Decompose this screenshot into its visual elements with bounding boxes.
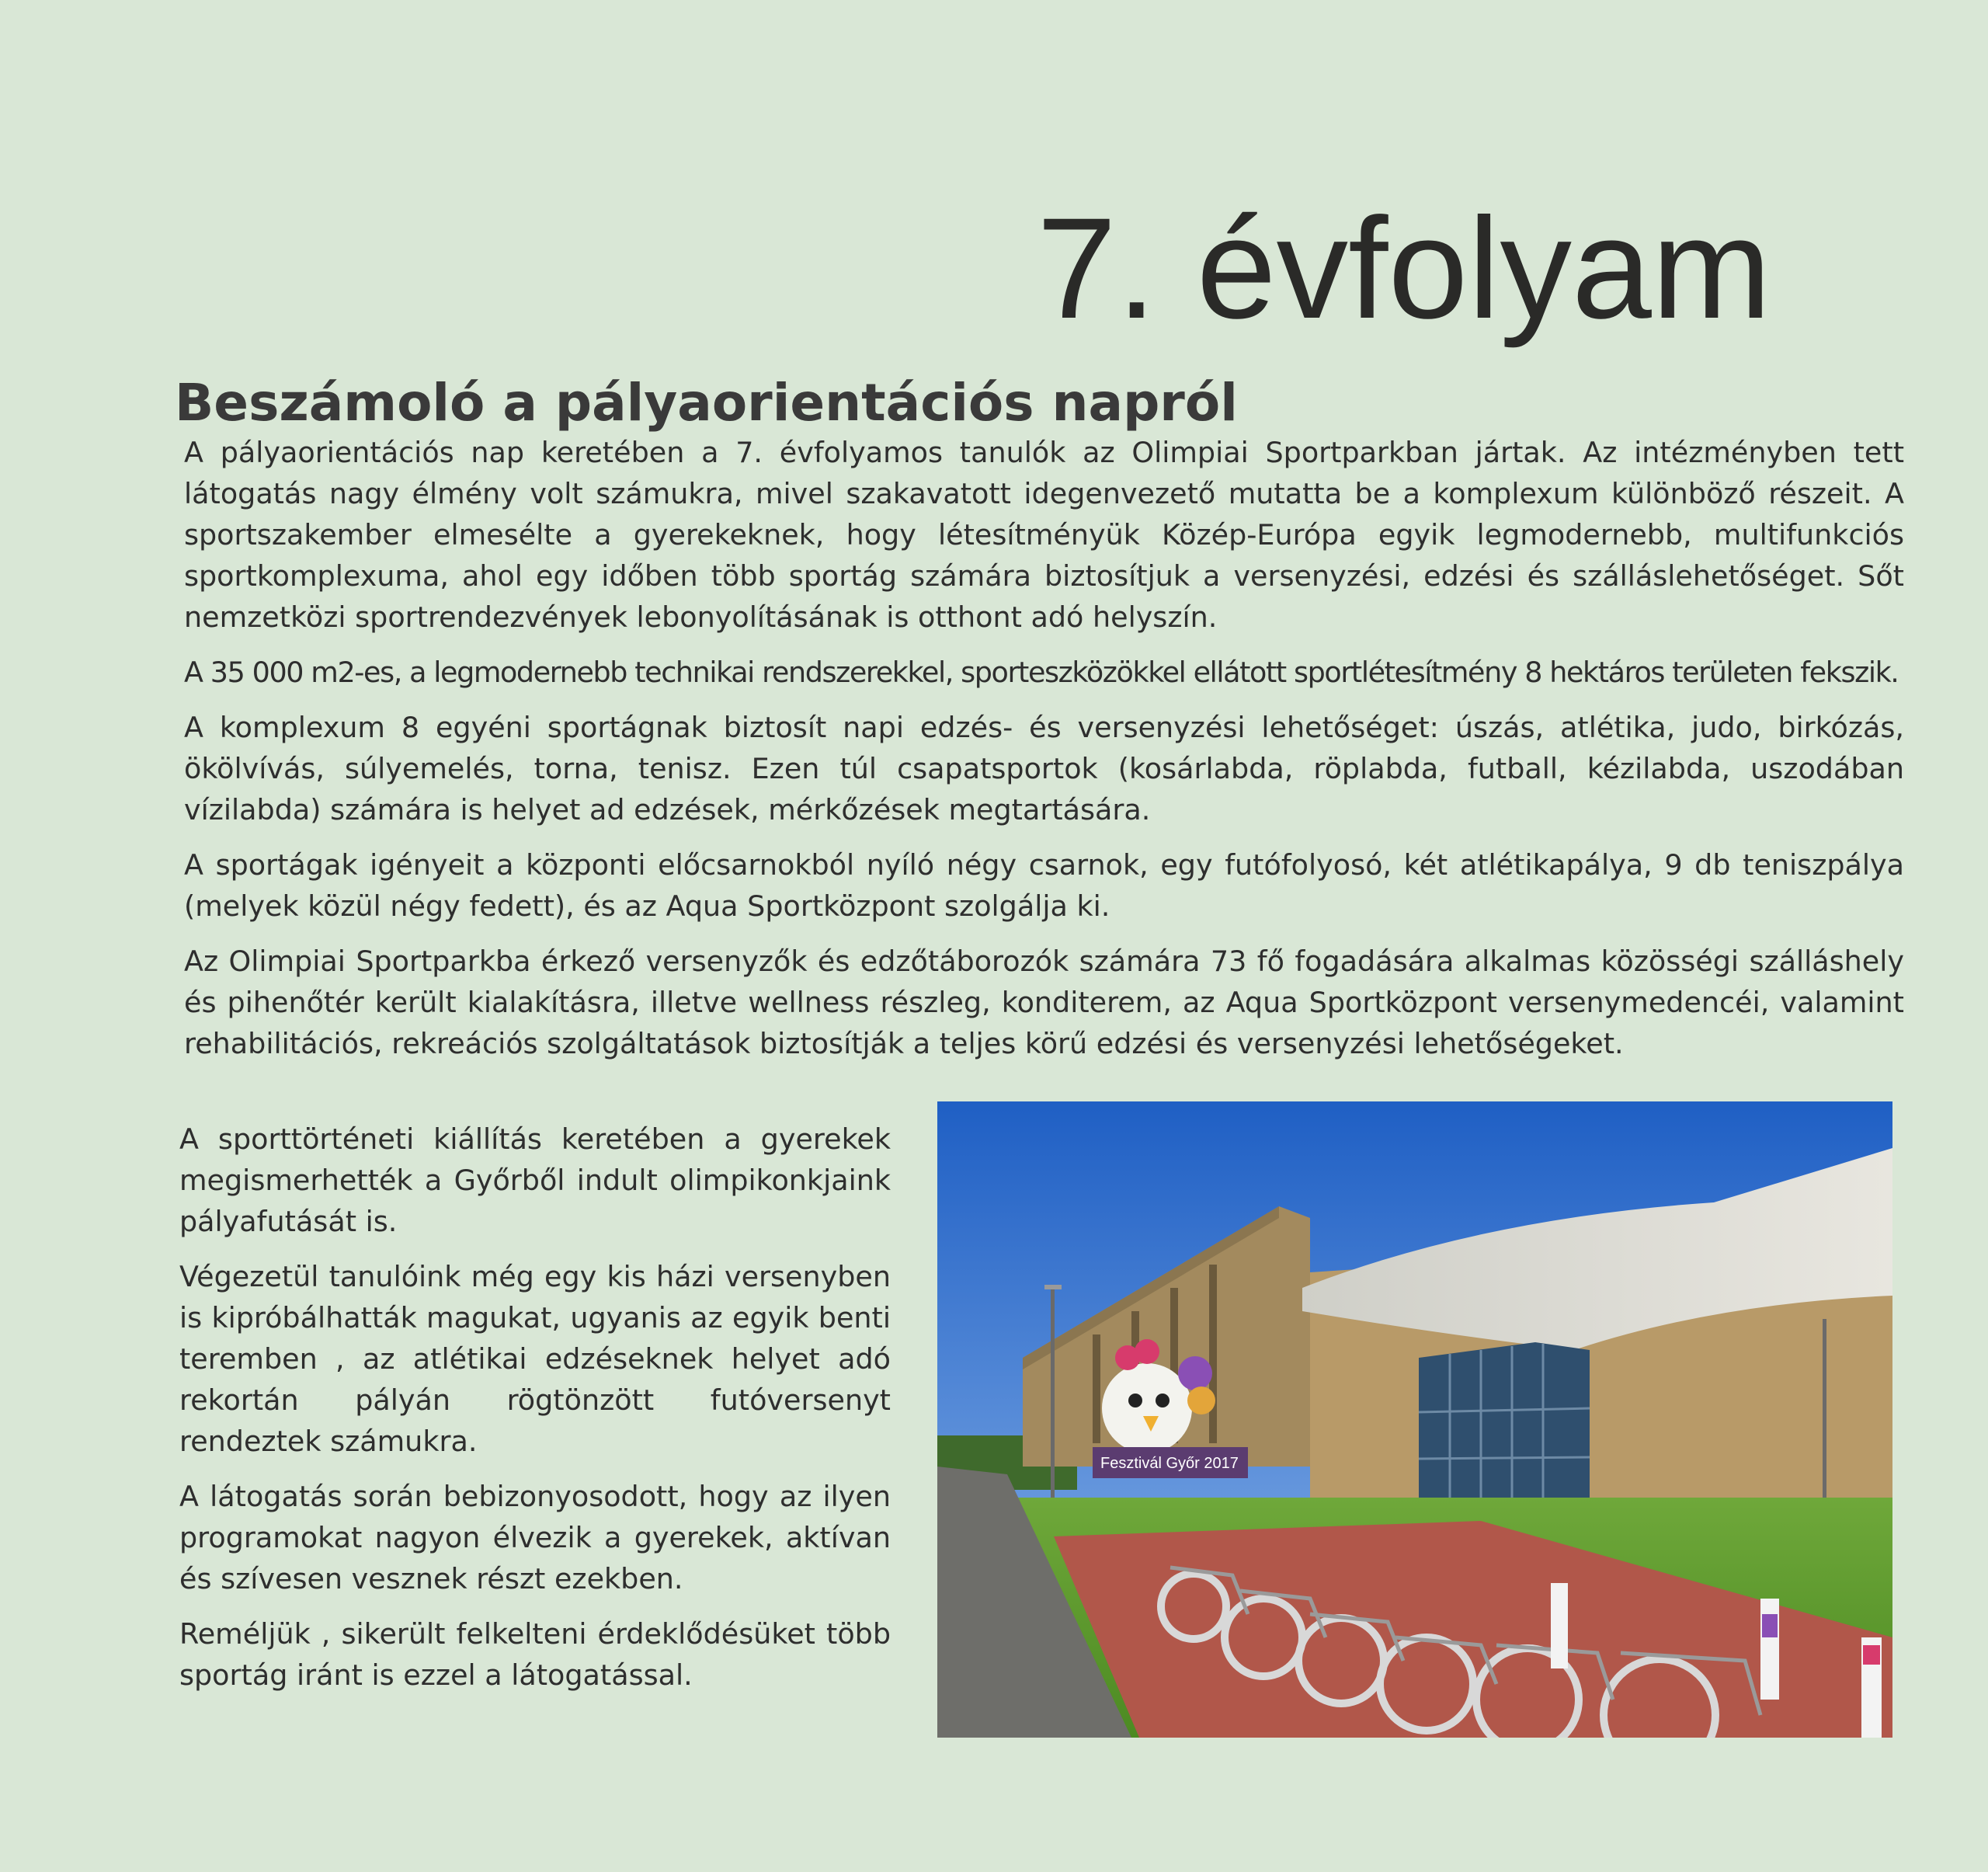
- photo-banner-text: Fesztivál Győr 2017: [1100, 1455, 1239, 1472]
- side-column: [179, 1119, 891, 1710]
- paragraph: A sporttörténeti kiállítás keretében a gyerekek megismerhették a Győrből indult olimpikonkjaink pályafutását is.: [179, 1122, 891, 1238]
- sports-park-photo: [937, 1101, 1892, 1738]
- paragraph: Reméljük , sikerült felkelteni érdeklődésüket több sportág iránt is ezzel a látogatással.: [179, 1617, 891, 1692]
- page-title: 7. évfolyam: [1037, 188, 1771, 349]
- article-heading: Beszámoló a pályaorientációs napról: [175, 372, 1238, 433]
- paragraph: Az Olimpiai Sportparkba érkező versenyzők és edzőtáborozók számára 73 fő fogadására alkalmas közösségi szálláshely és pihenőtér került kialakításra, illetve wellness részleg, konditerem, az Aqua Sportközpont versenymedencéi, valamint rehabilitációs, rekreációs szolgáltatások biztosítják a teljes körű edzési és versenyzési lehetőségeket.: [184, 945, 1904, 1060]
- paragraph: A sportágak igényeit a központi előcsarnokból nyíló négy csarnok, egy futófolyosó, két atlétikapálya, 9 db teniszpálya (melyek közül négy fedett), és az Aqua Sportközpont szolgálja ki.: [184, 848, 1904, 923]
- paragraph: A pályaorientációs nap keretében a 7. évfolyamos tanulók az Olimpiai Sportparkban jártak. Az intézményben tett látogatás nagy élmény volt számukra, mivel szakavatott idegenvezető mutatta be a komplexum különböző részeit. A sportszakember elmesélte a gyerekeknek, hogy létesítményük Közép-Európa egyik legmodernebb, multifunkciós sportkomplexuma, ahol egy időben több sportág számára biztosítjuk a versenyzési, edzési és szálláslehetőséget. Sőt nemzetközi sportrendezvények lebonyolításának is otthont adó helyszín.: [184, 436, 1904, 634]
- paragraph: A komplexum 8 egyéni sportágnak biztosít napi edzés- és versenyzési lehetőséget: úszás, atlétika, judo, birkózás, ökölvívás, súlyemelés, torna, tenisz. Ezen túl csapatsportok (kosárlabda, röplabda, futball, kézilabda, uszodában vízilabda) számára is helyet ad edzések, mérkőzések megtartására.: [184, 711, 1904, 826]
- paragraph: Végezetül tanulóink még egy kis házi versenyben is kipróbálhatták magukat, ugyanis az egyik benti teremben , az atlétikai edzéseknek helyet adó rekortán pályán rögtönzött futóversenyt rendeztek számukra.: [179, 1260, 891, 1458]
- article-body: [184, 432, 1904, 1078]
- paragraph: A 35 000 m2-es, a legmodernebb technikai rendszerekkel, sporteszközökkel ellátott sportlétesítmény 8 hektáros területen fekszik.: [184, 656, 1899, 689]
- paragraph: A látogatás során bebizonyosodott, hogy az ilyen programokat nagyon élvezik a gyerekek, aktívan és szívesen vesznek részt ezekben.: [179, 1480, 891, 1595]
